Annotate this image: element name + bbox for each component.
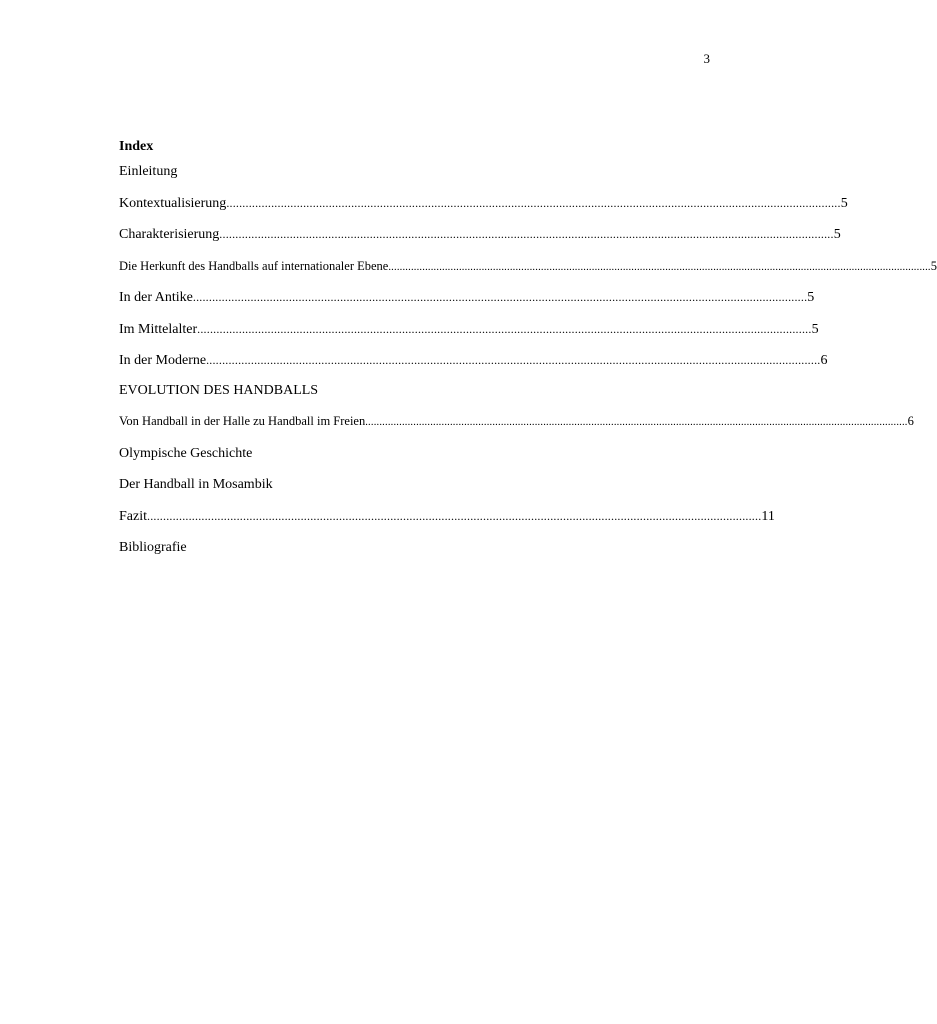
toc-entry-olympische xyxy=(119,446,252,462)
toc-entry-page: 11 xyxy=(761,509,775,524)
toc-entry-label: Kontextualisierung xyxy=(119,196,227,211)
toc-entry-page: 6 xyxy=(820,353,828,368)
toc-entry-label: In der Moderne xyxy=(119,353,207,368)
toc-entry-label: Von Handball in der Halle zu Handball im Freien xyxy=(119,414,366,428)
toc-entry-evolution xyxy=(119,383,318,399)
toc-entry-moderne xyxy=(119,353,828,369)
toc-entry-mosambik xyxy=(119,477,273,493)
page-number: 3 xyxy=(703,51,710,66)
dot-leader: ................................................................................................................................................................................................ xyxy=(388,262,931,273)
toc-entry-page: 5 xyxy=(811,322,819,337)
toc-entry-label: Olympische Geschichte xyxy=(119,446,253,461)
toc-entry-page: 5 xyxy=(930,259,937,273)
toc-entry-page: 5 xyxy=(807,290,815,305)
dot-leader: ................................................................................................................................................................................................ xyxy=(206,353,821,367)
dot-leader: ................................................................................................................................................................................................ xyxy=(197,322,812,336)
toc-entry-label: Die Herkunft des Handballs auf internationaler Ebene xyxy=(119,259,389,273)
toc-entry-halle-freien xyxy=(119,414,914,429)
dot-leader: ................................................................................................................................................................................................ xyxy=(192,290,808,304)
toc-entry-label: Einleitung xyxy=(119,164,178,179)
dot-leader: ................................................................................................................................................................................................ xyxy=(226,196,841,210)
toc-entry-label: Im Mittelalter xyxy=(119,322,198,337)
toc-entry-kontextualisierung xyxy=(119,196,848,212)
dot-leader: ................................................................................................................................................................................................ xyxy=(365,417,908,428)
toc-entry-mittelalter xyxy=(119,322,819,338)
toc-entry-antike xyxy=(119,290,815,306)
toc-entry-label: Fazit xyxy=(119,509,147,524)
toc-entry-label: Der Handball in Mosambik xyxy=(119,477,273,492)
toc-entry-charakterisierung xyxy=(119,227,841,243)
toc-entry-fazit xyxy=(119,509,775,525)
toc-entry-bibliografie xyxy=(119,540,187,556)
toc-entry-label: Bibliografie xyxy=(119,540,187,555)
toc-entry-page: 6 xyxy=(907,414,914,428)
dot-leader: ................................................................................................................................................................................................ xyxy=(219,227,834,241)
toc-entry-page: 5 xyxy=(833,227,841,242)
dot-leader: ................................................................................................................................................................................................ xyxy=(147,509,762,523)
toc-entry-label: In der Antike xyxy=(119,290,193,305)
toc-entry-label: Charakterisierung xyxy=(119,227,220,242)
toc-entry-einleitung xyxy=(119,164,177,180)
index-title: Index xyxy=(119,139,154,154)
toc-entry-page: 5 xyxy=(840,196,848,211)
toc-entry-label: EVOLUTION DES HANDBALLS xyxy=(119,383,319,398)
toc-entry-herkunft xyxy=(119,259,937,274)
